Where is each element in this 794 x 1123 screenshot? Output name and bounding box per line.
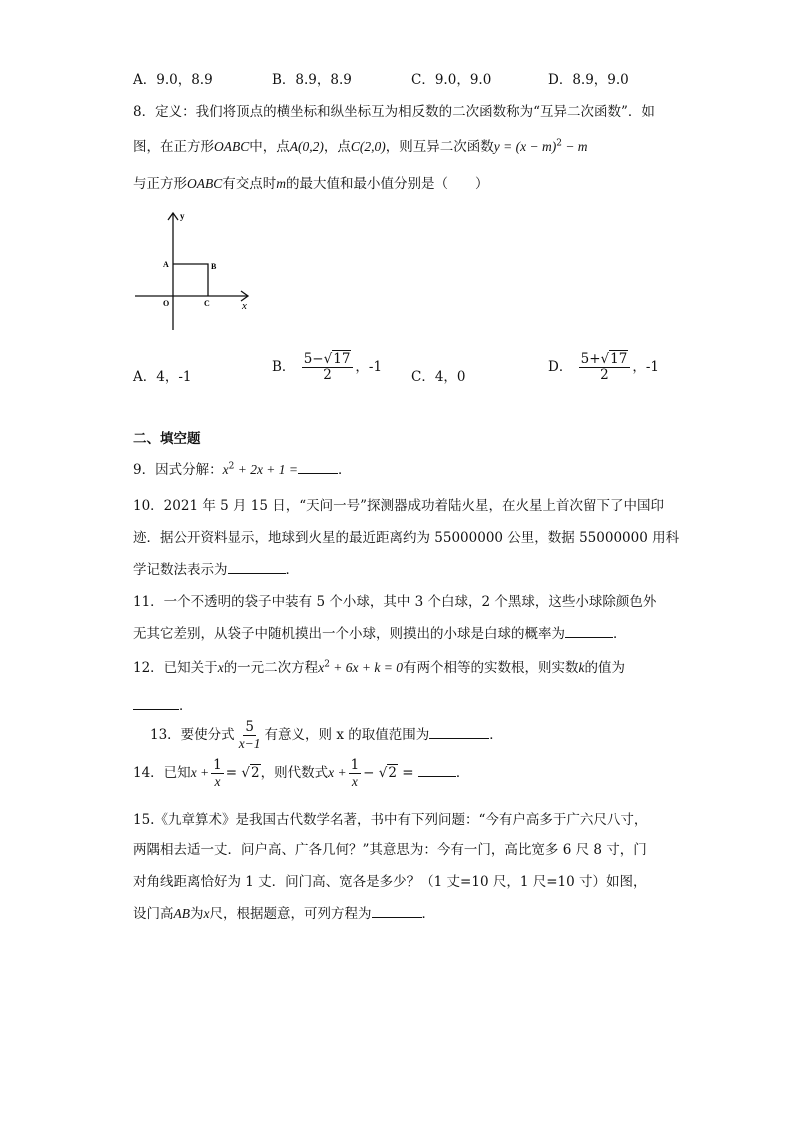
q8-option-a: A．4，-1 xyxy=(133,369,192,385)
q13: 13．要使分式 $\frac{5}{x-1}$ 有意义，则 x 的取值范围为 ． xyxy=(150,719,503,751)
q7-option-c: C．9.0，9.0 xyxy=(411,72,492,88)
q10-answer-blank[interactable] xyxy=(228,561,286,574)
label-a: A xyxy=(163,260,169,269)
q10-line2: 迹．据公开资料显示，地球到火星的最近距离约为 55000000 公里，数据 55000000 用科 xyxy=(133,530,680,546)
q14: 14．已知x + $\frac{1}{x}$ = √2，则代数式x + $\frac{1}{x}$ − √2 = ． xyxy=(133,757,470,789)
q15-line2: 两隅相去适一丈．问户高、广各几何？”其意思为：今有一门，高比宽多 6 尺 8 寸，门 xyxy=(133,842,647,858)
label-y: y xyxy=(180,211,185,221)
q8-line3: 与正方形OABC有交点时m的最大值和最小值分别是（ ） xyxy=(133,176,489,192)
square-oabc xyxy=(173,264,208,296)
section-title: 二、填空题 xyxy=(133,431,201,447)
q10-line1: 10．2021 年 5 月 15 日，“天问一号”探测器成功着陆火星，在火星上首次留下了中国印 xyxy=(133,498,665,514)
q8-option-c: C．4，0 xyxy=(411,369,466,385)
q15-line1: 15.《九章算术》是我国古代数学名著，书中有下列问题：“今有户高多于广六尺八寸， xyxy=(133,812,648,828)
q9: 9．因式分解：$x^2 + 2x + 1$ = ． xyxy=(133,461,352,478)
q8-line1: 8．定义：我们将顶点的横坐标和纵坐标互为相反数的二次函数称为“互异二次函数”．如 xyxy=(133,104,655,120)
q15-line4: 设门高AB为x尺，根据题意，可列方程为 ． xyxy=(133,906,435,922)
q8-line2: 图，在正方形OABC中，点A(0,2)，点C(2,0)，则互异二次函数$y = (x - m)^2 - m$ xyxy=(133,138,588,155)
q15-line3: 对角线距离恰好为 1 丈．问门高、宽各是多少？（1 丈=10 尺，1 尺=10 寸）如图， xyxy=(133,874,647,890)
q8-square-figure xyxy=(130,205,260,335)
q7-option-d: D．8.9，9.0 xyxy=(548,72,629,88)
q7-option-b: B．8.9，8.9 xyxy=(272,72,352,88)
q12-line2: ． xyxy=(133,694,193,714)
q13-answer-blank[interactable] xyxy=(429,726,489,739)
q15-answer-blank[interactable] xyxy=(372,905,422,918)
q8-option-d: D． $\frac{5+√17}{2}$ ，-1 xyxy=(548,351,659,383)
label-x: x xyxy=(242,300,247,312)
label-o: O xyxy=(163,299,170,308)
label-b: B xyxy=(211,262,217,271)
q10-line3: 学记数法表示为 ． xyxy=(133,562,299,578)
q11-line2: 无其它差别，从袋子中随机摸出一个小球，则摸出的小球是白球的概率为 ． xyxy=(133,626,627,642)
q12-answer-blank[interactable] xyxy=(133,697,179,710)
q8-option-b: B． $\frac{5-√17}{2}$ ，-1 xyxy=(272,351,383,383)
q12-line1: 12．已知关于x的一元二次方程$x^2 + 6x + k = 0$有两个相等的实数根，则实数k的值为 xyxy=(133,659,625,676)
q7-option-a: A．9.0，8.9 xyxy=(133,72,213,88)
label-c: C xyxy=(204,299,210,308)
q14-answer-blank[interactable] xyxy=(418,764,456,777)
q11-answer-blank[interactable] xyxy=(565,625,613,638)
q11-line1: 11．一个不透明的袋子中装有 5 个小球，其中 3 个白球，2 个黑球，这些小球除颜色外 xyxy=(133,594,657,610)
q9-answer-blank[interactable] xyxy=(298,461,338,474)
